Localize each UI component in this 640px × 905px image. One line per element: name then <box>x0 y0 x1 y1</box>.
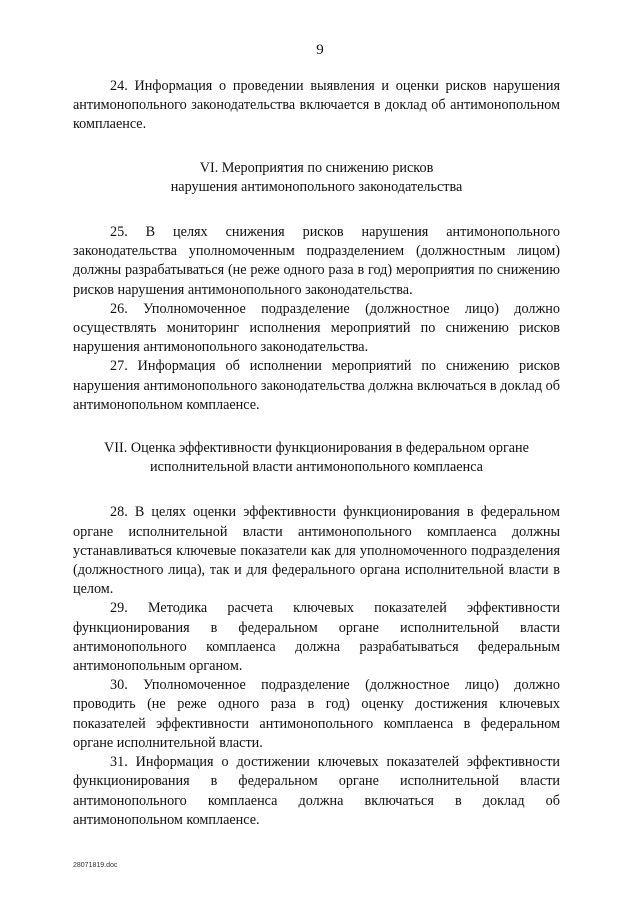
paragraph-31: 31. Информация о достижении ключевых показателей эффективности функционирования в федеральном органе исполнительной власти антимонопольного комплаенса должна включаться в доклад об антимонопольном комплаенсе. <box>73 754 560 828</box>
paragraph-29: 29. Методика расчета ключевых показателей эффективности функционирования в федеральном органе исполнительной власти антимонопольного комплаенса должна разрабатываться федеральным антимонопольным органом. <box>73 600 560 675</box>
paragraph-30: 30. Уполномоченное подразделение (должностное лицо) должно проводить (не реже одного раза в год) оценку достижения ключевых показателей эффективности антимонопольного комплаенса в федеральном органе исполнительной власти. <box>73 677 560 751</box>
section-6-title-line-2: нарушения антимонопольного законодательства <box>170 178 463 195</box>
section-7-title-line-2: исполнительной власти антимонопольного комплаенса <box>150 459 483 476</box>
document-filename: 28071819.doc <box>73 862 118 869</box>
section-7-heading <box>73 439 560 477</box>
section-6-title-line-1: VI. Мероприятия по снижению рисков <box>199 159 434 176</box>
paragraph-24: 24. Информация о проведении выявления и оценки рисков нарушения антимонопольного законодательства включается в доклад об антимонопольном комплаенсе. <box>73 78 560 133</box>
page-number: 9 <box>316 42 324 58</box>
section-7-title-line-1: VII. Оценка эффективности функционирования в федеральном органе <box>104 440 529 457</box>
paragraph-27: 27. Информация об исполнении мероприятий по снижению рисков нарушения антимонопольного законодательства должна включаться в доклад об антимонопольном комплаенсе. <box>73 358 560 413</box>
paragraph-26: 26. Уполномоченное подразделение (должностное лицо) должно осуществлять мониторинг исполнения мероприятий по снижению рисков нарушения антимонопольного законодательства. <box>73 300 560 356</box>
document-body <box>73 77 560 830</box>
paragraph-25: 25. В целях снижения рисков нарушения антимонопольного законодательства уполномоченным подразделением (должностным лицом) должны разрабатываться (не реже одного раза в год) мероприятия по снижению рисков нарушения антимонопольного законодательства. <box>73 224 560 298</box>
section-6-heading <box>73 159 560 197</box>
paragraph-28: 28. В целях оценки эффективности функционирования в федеральном органе исполнительной власти антимонопольного комплаенса должны устанавливаться ключевые показатели как для уполномоченного подразделения (должностного лица), так и для федерального органа исполнительной власти в целом. <box>73 504 560 598</box>
